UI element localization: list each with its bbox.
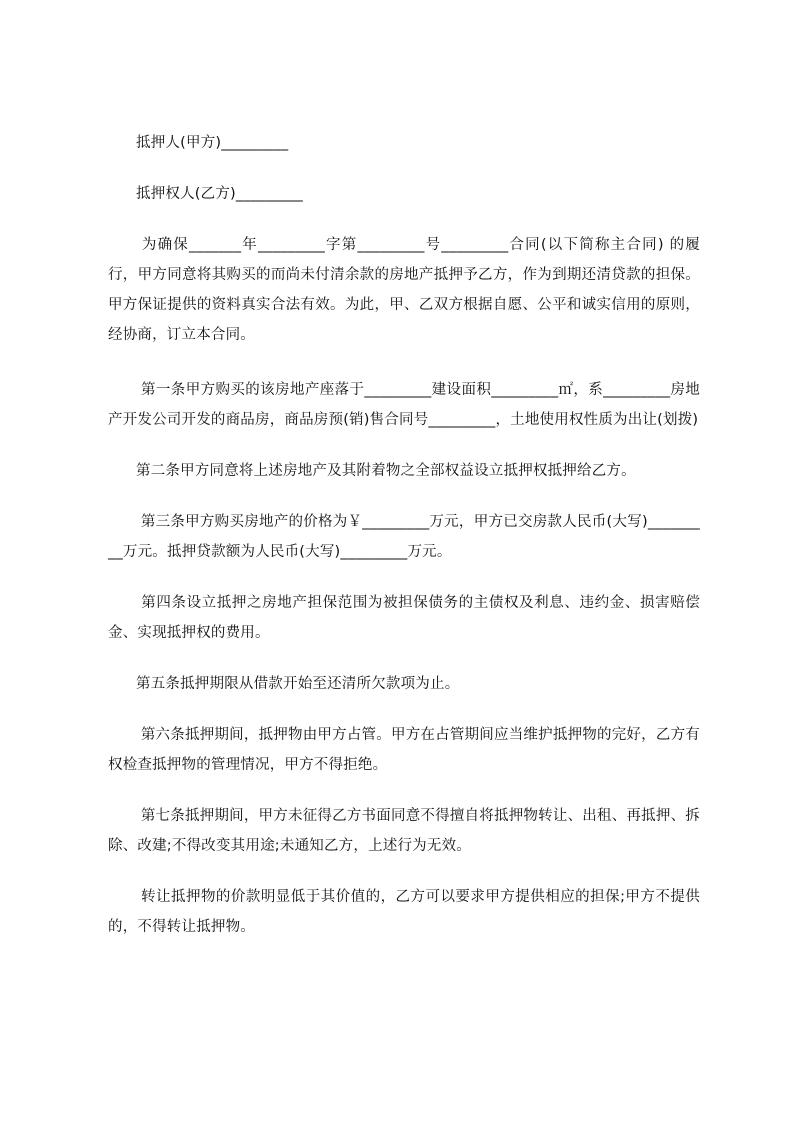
mortgagor-line: 抵押人(甲方)_________ [136, 135, 289, 151]
article-2: 第二条甲方同意将上述房地产及其附着物之全部权益设立抵押权抵押给乙方。 [136, 463, 636, 479]
intro-paragraph: 为确保_______年_________字第_________号_________合同(以下简称主合同) 的履行，甲方同意将其购买的而尚未付清余款的房地产抵押予乙方，作为到期还清贷款的担保。甲方保证提供的资料真实合法有效。为此，甲、乙双方根据自愿、公平和诚实信用的原则，经协商，订立本合同。 [108, 237, 700, 343]
contract-body [108, 128, 700, 942]
transfer-clause: 转让抵押物的价款明显低于其价值的，乙方可以要求甲方提供相应的担保;甲方不提供的，不得转让抵押物。 [108, 889, 700, 935]
article-7: 第七条抵押期间，甲方未征得乙方书面同意不得擅自将抵押物转让、出租、再抵押、拆除、改建;不得改变其用途;未通知乙方，上述行为无效。 [108, 808, 700, 854]
article-5: 第五条抵押期限从借款开始至还清所欠款项为止。 [136, 676, 460, 692]
mortgagee-line: 抵押权人(乙方)_________ [136, 186, 303, 202]
article-1: 第一条甲方购买的该房地产座落于_________建设面积_________㎡，系_________房地产开发公司开发的商品房，商品房预(销)售合同号_________，土地使用权性质为出让(划拨) [108, 382, 701, 428]
article-4: 第四条设立抵押之房地产担保范围为被担保债务的主债权及利息、违约金、损害赔偿金、实现抵押权的费用。 [108, 595, 700, 641]
article-6: 第六条抵押期间，抵押物由甲方占管。甲方在占管期间应当维护抵押物的完好，乙方有权检查抵押物的管理情况，甲方不得拒绝。 [108, 727, 700, 773]
article-3: 第三条甲方购买房地产的价格为￥_________万元，甲方已交房款人民币(大写)_________万元。抵押贷款额为人民币(大写)_________万元。 [108, 514, 700, 560]
